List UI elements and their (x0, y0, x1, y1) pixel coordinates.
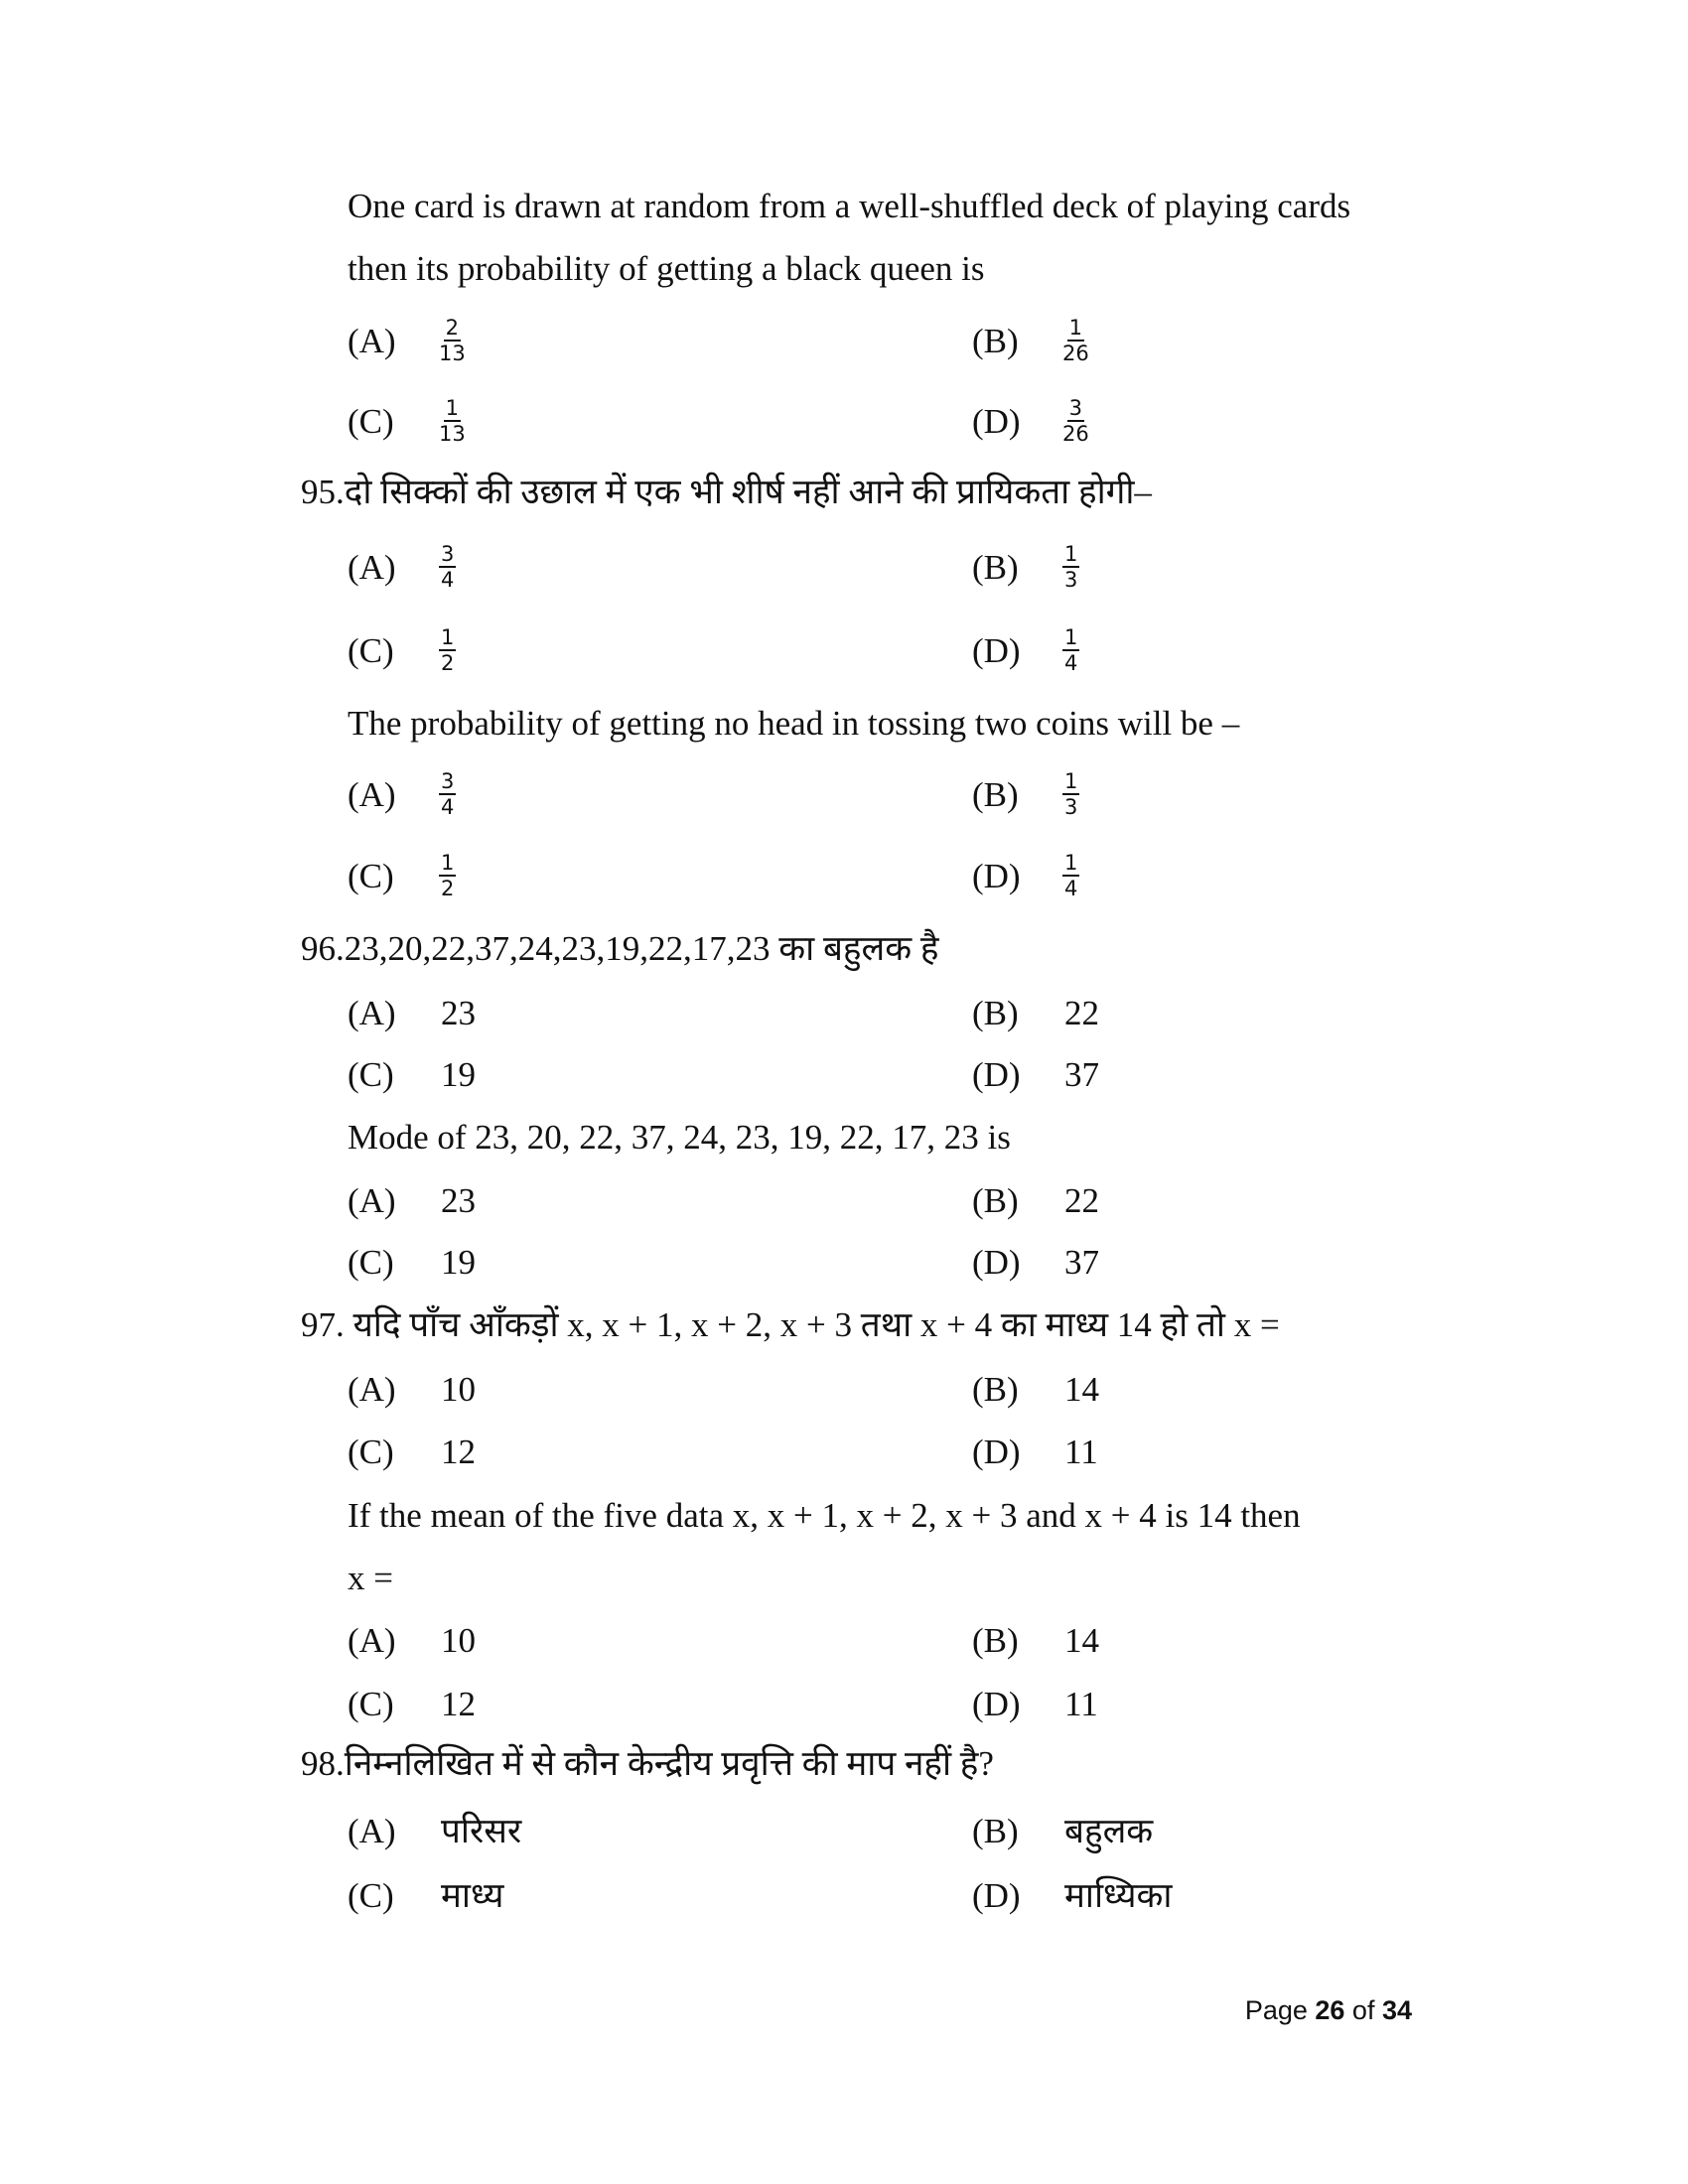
option-value: 19 (441, 1243, 476, 1282)
option-value: 10 (441, 1370, 476, 1409)
option-value: 37 (1064, 1243, 1099, 1282)
option-label: (B) (972, 548, 1019, 587)
option-label: (C) (348, 857, 394, 895)
footer-middle: of (1344, 1995, 1382, 2025)
option-label: (A) (348, 1812, 396, 1850)
fraction (439, 542, 456, 592)
fraction (439, 316, 466, 365)
option-fraction (1062, 316, 1089, 365)
option-value: 22 (1064, 994, 1099, 1032)
page-footer (1245, 1995, 1412, 2026)
numerator: 1 (1068, 316, 1083, 340)
option-label: (B) (972, 775, 1019, 814)
option-label: (C) (348, 402, 394, 441)
option-label: (A) (348, 775, 396, 814)
option-label: (C) (348, 631, 394, 670)
question-text: then its probability of getting a black queen is (348, 249, 985, 288)
option-fraction (1062, 625, 1079, 675)
option-value: 14 (1064, 1621, 1099, 1660)
option-label: (C) (348, 1055, 394, 1094)
question-text: The probability of getting no head in tossing two coins will be – (348, 704, 1240, 743)
option-fraction (439, 396, 466, 446)
numerator: 1 (1064, 769, 1078, 793)
fraction (1062, 769, 1079, 819)
fraction (439, 396, 466, 446)
numerator: 1 (1064, 542, 1078, 566)
option-label: (D) (972, 1055, 1021, 1094)
fraction (1062, 396, 1089, 446)
option-value: बहुलक (1064, 1812, 1154, 1850)
option-label: (D) (972, 631, 1021, 670)
option-value: 37 (1064, 1055, 1099, 1094)
fraction (1062, 316, 1089, 365)
option-fraction (439, 851, 456, 900)
question-text: 95.दो सिक्कों की उछाल में एक भी शीर्ष नहीं आने की प्रायिकता होगी– (301, 473, 1152, 511)
option-label: (B) (972, 1812, 1019, 1850)
question-text: 96.23,20,22,37,24,23,19,22,17,23 का बहुलक है (301, 929, 939, 968)
option-label: (D) (972, 1433, 1021, 1471)
option-value: माध्यिका (1064, 1876, 1173, 1915)
fraction (1062, 542, 1079, 592)
denominator: 2 (441, 877, 455, 900)
option-fraction (439, 316, 466, 365)
option-label: (D) (972, 1243, 1021, 1282)
option-label: (D) (972, 402, 1021, 441)
denominator: 13 (439, 422, 466, 446)
option-fraction (1062, 396, 1089, 446)
option-value: 23 (441, 1181, 476, 1220)
option-value: 19 (441, 1055, 476, 1094)
fraction (1062, 851, 1079, 900)
numerator: 3 (1068, 396, 1083, 420)
option-label: (B) (972, 1370, 1019, 1409)
option-label: (C) (348, 1876, 394, 1915)
numerator: 1 (445, 396, 460, 420)
option-fraction (1062, 542, 1079, 592)
question-text: x = (348, 1559, 393, 1597)
option-label: (B) (972, 1181, 1019, 1220)
denominator: 3 (1064, 795, 1078, 819)
option-label: (C) (348, 1433, 394, 1471)
option-label: (B) (972, 322, 1019, 360)
numerator: 1 (441, 851, 455, 875)
option-label: (A) (348, 1370, 396, 1409)
option-fraction (1062, 769, 1079, 819)
fraction (439, 769, 456, 819)
option-value: 11 (1064, 1685, 1098, 1723)
option-label: (D) (972, 857, 1021, 895)
option-label: (A) (348, 322, 396, 360)
footer-prefix: Page (1244, 1995, 1316, 2025)
option-value: 11 (1064, 1433, 1098, 1471)
option-fraction (439, 769, 456, 819)
numerator: 3 (441, 769, 455, 793)
total-pages: 34 (1381, 1995, 1412, 2025)
option-label: (A) (348, 994, 396, 1032)
option-fraction (439, 625, 456, 675)
denominator: 4 (441, 568, 455, 592)
option-value: 12 (441, 1685, 476, 1723)
option-value: 23 (441, 994, 476, 1032)
denominator: 4 (441, 795, 455, 819)
option-value: 12 (441, 1433, 476, 1471)
question-text: One card is drawn at random from a well-shuffled deck of playing cards (348, 187, 1351, 225)
numerator: 1 (1064, 851, 1078, 875)
denominator: 26 (1062, 341, 1089, 365)
question-text: Mode of 23, 20, 22, 37, 24, 23, 19, 22, 17, 23 is (348, 1118, 1011, 1157)
numerator: 3 (441, 542, 455, 566)
option-label: (A) (348, 548, 396, 587)
option-label: (D) (972, 1685, 1021, 1723)
denominator: 4 (1064, 877, 1078, 900)
option-label: (B) (972, 994, 1019, 1032)
numerator: 1 (441, 625, 455, 649)
question-text: If the mean of the five data x, x + 1, x + 2, x + 3 and x + 4 is 14 then (348, 1496, 1301, 1535)
option-value: परिसर (441, 1812, 522, 1850)
option-label: (B) (972, 1621, 1019, 1660)
denominator: 26 (1062, 422, 1089, 446)
option-fraction (1062, 851, 1079, 900)
denominator: 4 (1064, 651, 1078, 675)
denominator: 2 (441, 651, 455, 675)
option-label: (A) (348, 1621, 396, 1660)
option-value: माध्य (441, 1876, 504, 1915)
option-label: (C) (348, 1243, 394, 1282)
option-label: (C) (348, 1685, 394, 1723)
question-text: 98.निम्नलिखित में से कौन केन्द्रीय प्रवृत्ति की माप नहीं है? (301, 1744, 994, 1783)
denominator: 3 (1064, 568, 1078, 592)
option-label: (D) (972, 1876, 1021, 1915)
numerator: 1 (1064, 625, 1078, 649)
option-value: 10 (441, 1621, 476, 1660)
fraction (1062, 625, 1079, 675)
fraction (439, 625, 456, 675)
current-page: 26 (1315, 1995, 1345, 2025)
option-fraction (439, 542, 456, 592)
option-label: (A) (348, 1181, 396, 1220)
question-text: 97. यदि पाँच आँकड़ों x, x + 1, x + 2, x + 3 तथा x + 4 का माध्य 14 हो तो x = (301, 1305, 1280, 1344)
fraction (439, 851, 456, 900)
option-value: 22 (1064, 1181, 1099, 1220)
numerator: 2 (445, 316, 460, 340)
denominator: 13 (439, 341, 466, 365)
option-value: 14 (1064, 1370, 1099, 1409)
